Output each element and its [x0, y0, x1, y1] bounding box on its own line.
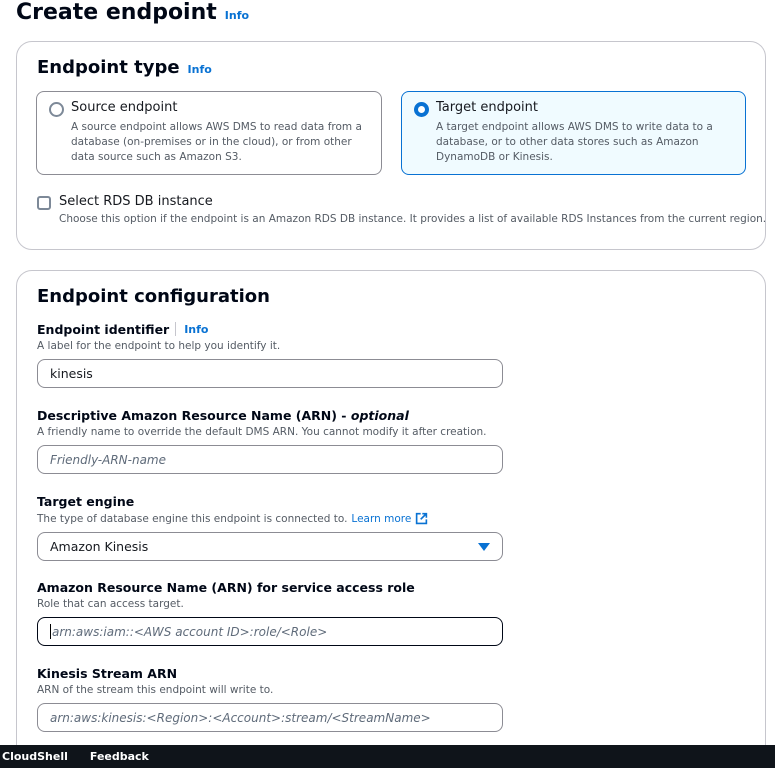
page-info-link[interactable]: Info: [224, 9, 250, 22]
optional-tag: optional: [350, 407, 409, 423]
kinesis-stream-input[interactable]: arn:aws:kinesis:<Region>:<Account>:stream/<StreamName>: [37, 703, 503, 732]
target-engine-description: The type of database engine this endpoint is connected to.: [37, 512, 348, 525]
endpoint-identifier-label: Endpoint identifier: [37, 321, 170, 337]
target-engine-label: Target engine: [37, 493, 135, 509]
rds-instance-label: Select RDS DB instance: [59, 194, 213, 209]
learn-more-label: Learn more: [351, 512, 412, 525]
endpoint-type-heading: [37, 57, 212, 78]
source-endpoint-radio[interactable]: [49, 102, 64, 117]
endpoint-configuration-panel: [16, 270, 766, 768]
kinesis-stream-field: [37, 665, 517, 732]
endpoint-configuration-title: Endpoint configuration: [37, 286, 270, 307]
text-cursor: [50, 624, 51, 639]
arn-name-label: Descriptive Amazon Resource Name (ARN) -: [37, 407, 351, 423]
endpoint-type-title: Endpoint type: [37, 57, 180, 78]
target-endpoint-tile[interactable]: [401, 91, 746, 175]
rds-instance-checkbox[interactable]: [37, 196, 51, 210]
target-engine-field: [37, 493, 517, 561]
learn-more-link[interactable]: [351, 512, 428, 525]
endpoint-type-info-link[interactable]: Info: [187, 63, 212, 76]
service-role-input[interactable]: [37, 617, 503, 646]
target-endpoint-label: Target endpoint: [436, 100, 538, 115]
service-role-label: Amazon Resource Name (ARN) for service access role: [37, 579, 415, 595]
arn-name-field: [37, 407, 517, 474]
feedback-button[interactable]: Feedback: [89, 750, 149, 763]
source-endpoint-label: Source endpoint: [71, 100, 178, 115]
arn-name-description: A friendly name to override the default DMS ARN. You cannot modify it after creation.: [37, 426, 487, 438]
endpoint-type-panel: [16, 41, 766, 250]
kinesis-stream-label: Kinesis Stream ARN: [37, 665, 178, 681]
source-endpoint-tile[interactable]: [36, 91, 382, 175]
endpoint-identifier-label-row: [37, 321, 517, 337]
caret-down-icon: [478, 543, 490, 551]
arn-name-label-row: [37, 407, 517, 423]
external-link-icon: [415, 512, 428, 525]
service-role-description: Role that can access target.: [37, 598, 184, 610]
source-endpoint-description: A source endpoint allows AWS DMS to read data from a database (on-premises or in the cloud), or from other data source such as Amazon S3.: [71, 121, 362, 163]
service-role-field: [37, 579, 517, 646]
target-engine-description-row: [37, 512, 517, 525]
rds-instance-description: Choose this option if the endpoint is an Amazon RDS DB instance. It provides a list of available RDS Instances from the current region.: [59, 213, 767, 225]
endpoint-identifier-input[interactable]: kinesis: [37, 359, 503, 388]
label-divider: [175, 322, 176, 336]
endpoint-identifier-field: [37, 321, 517, 388]
console-footer: [0, 745, 775, 768]
target-endpoint-radio[interactable]: [414, 102, 429, 117]
endpoint-identifier-description: A label for the endpoint to help you identify it.: [37, 340, 281, 352]
service-role-placeholder: arn:aws:iam::<AWS account ID>:role/<Role>: [52, 624, 328, 639]
page-title: Create endpoint: [16, 0, 217, 25]
target-endpoint-description: A target endpoint allows AWS DMS to write data to a database, or to other data stores such as Amazon DynamoDB or Kinesis.: [436, 121, 713, 163]
kinesis-stream-description: ARN of the stream this endpoint will write to.: [37, 684, 274, 696]
target-engine-select[interactable]: [37, 532, 503, 561]
page-header: [16, 0, 249, 30]
cloudshell-button[interactable]: CloudShell: [2, 750, 68, 763]
arn-name-input[interactable]: Friendly-ARN-name: [37, 445, 503, 474]
endpoint-identifier-info-link[interactable]: Info: [184, 322, 209, 336]
target-engine-value: Amazon Kinesis: [50, 539, 149, 554]
